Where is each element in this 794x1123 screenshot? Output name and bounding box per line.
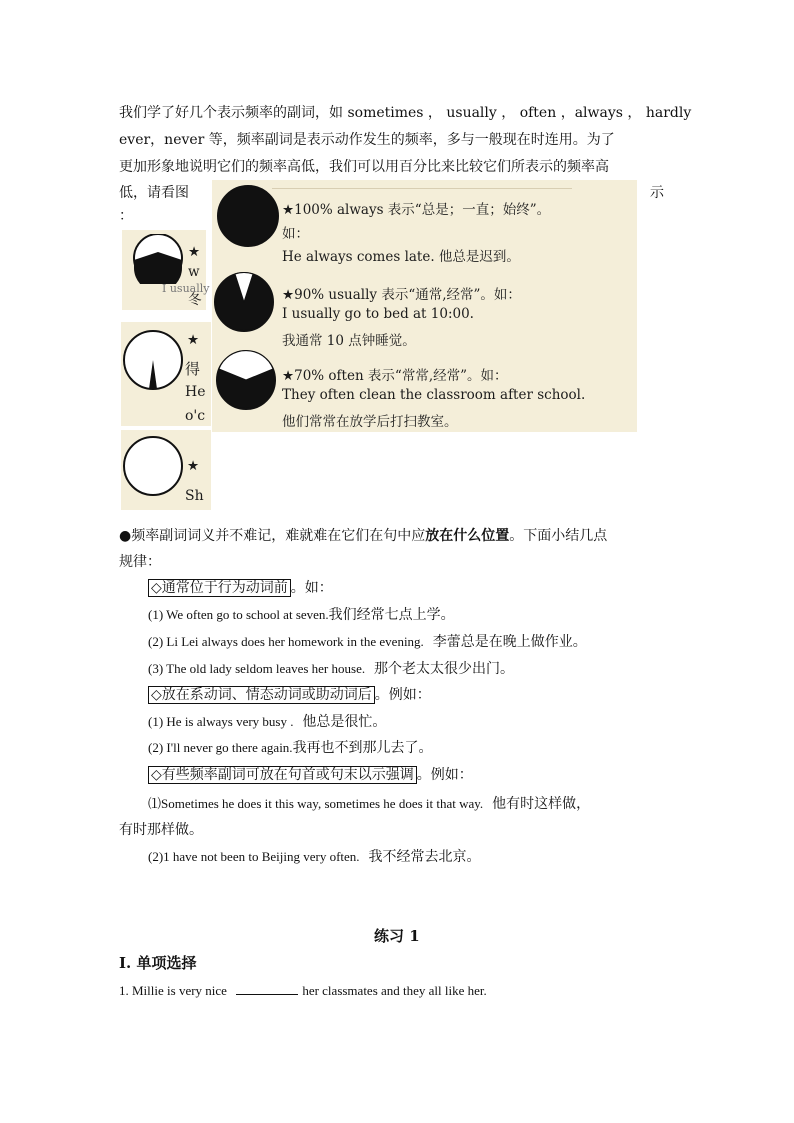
rule-3-example-1-cont: 有时那样做。 — [119, 822, 203, 838]
pie-70-icon — [214, 348, 278, 412]
rules-heading-bold: 放在什么位置 — [425, 528, 510, 544]
never-fragment: Sh — [185, 488, 204, 504]
rule-2-box: ◇放在系动词、情态动词或助动词后 — [148, 686, 375, 704]
question-1-end: her classmates and they all like her. — [302, 983, 487, 998]
intro-line-4-start: 低，请看图 — [119, 185, 189, 201]
often-line-1: ★70% often 表示“常常,经常”。如： — [282, 368, 508, 384]
exercise-title: 练习 1 — [374, 927, 420, 945]
pie-10-icon — [121, 328, 185, 392]
rules-heading-line-2: 规律： — [119, 554, 161, 570]
rules-heading — [119, 527, 607, 545]
seldom-fragment: o'c — [185, 408, 206, 424]
rules-heading-end: 。下面小结几点 — [509, 528, 608, 544]
answer-blank[interactable] — [236, 982, 298, 995]
example-zh: 李蕾总是在晚上做作业。 — [432, 634, 587, 650]
sometimes-fragment: I usually — [162, 282, 210, 295]
usually-line-3: 我通常 10 点钟睡觉。 — [282, 333, 416, 349]
example-zh: 我不经常去北京。 — [368, 849, 481, 865]
rule-2-after: 。例如： — [374, 687, 431, 703]
frequency-figure — [212, 180, 637, 432]
pie-50-icon — [126, 234, 186, 284]
always-line-2: 如： — [282, 226, 309, 242]
example-en: (3) The old lady seldom leaves her house. — [148, 661, 366, 676]
rule-1 — [148, 579, 333, 597]
rule-3 — [148, 766, 473, 784]
always-line-1: ★100% always 表示“总是；一直；始终”。 — [282, 202, 551, 218]
rule-1-example-1 — [148, 606, 455, 624]
rules-heading-start: ●频率副词词义并不难记，难就难在它们在句中应 — [119, 528, 426, 544]
seldom-fragment: 得 — [185, 360, 201, 378]
rule-3-box: ◇有些频率副词可放在句首或句末以示强调 — [148, 766, 417, 784]
example-zh: 他有时这样做， — [492, 796, 591, 812]
often-line-3: 他们常常在放学后打扫教室。 — [282, 414, 458, 430]
example-en: (2)1 have not been to Beijing very often. — [148, 849, 360, 864]
intro-line-4-end: 示 — [650, 185, 664, 201]
never-fragment: ★ — [187, 458, 200, 474]
example-zh: 那个老太太很少出门。 — [374, 661, 514, 677]
example-zh: 他总是很忙。 — [302, 714, 387, 730]
rule-1-example-3 — [148, 660, 514, 678]
intro-line-3: 更加形象地说明它们的频率高低，我们可以用百分比来比较它们所表示的频率高 — [119, 159, 609, 175]
rule-3-after: 。例如： — [416, 767, 473, 783]
seldom-fragment: He — [185, 384, 206, 400]
seldom-figure — [121, 322, 211, 426]
never-figure — [121, 430, 211, 510]
rule-1-box: ◇通常位于行为动词前 — [148, 579, 291, 597]
rule-1-after: 。如： — [290, 580, 333, 596]
example-en: (2) Li Lei always does her homework in the evening. — [148, 634, 424, 649]
sometimes-fragment: w — [188, 264, 200, 280]
sometimes-fragment: 冬 — [188, 292, 202, 308]
question-1-start: 1. Millie is very nice — [119, 983, 227, 998]
rule-2-example-1 — [148, 713, 386, 731]
seldom-fragment: ★ — [187, 332, 200, 348]
example-en: (2) I'll never go there again. — [148, 740, 293, 755]
rule-3-example-1 — [148, 795, 590, 813]
sometimes-fragment: ★ — [188, 244, 201, 260]
rule-2 — [148, 686, 431, 704]
pie-100-icon — [216, 184, 280, 248]
faded-line — [272, 188, 572, 189]
pie-0-icon — [121, 434, 185, 498]
intro-line-2: ever，never 等，频率副词是表示动作发生的频率，多与一般现在时连用。为了 — [119, 132, 615, 148]
rule-1-example-2 — [148, 633, 587, 651]
example-en: ⑴Sometimes he does it this way, sometimes he does it that way. — [148, 796, 484, 811]
often-line-2: They often clean the classroom after school. — [282, 387, 586, 403]
question-1 — [119, 982, 487, 1000]
pie-90-icon — [212, 270, 276, 334]
rule-3-example-2 — [148, 848, 480, 866]
example-zh: 我们经常七点上学。 — [328, 607, 455, 623]
intro-line-5: ： — [119, 208, 133, 224]
intro-line-1: 我们学了好几个表示频率的副词，如 sometimes ， usually ， often ，always ， hardly — [119, 105, 692, 121]
rule-2-example-2 — [148, 739, 433, 757]
example-zh: 我再也不到那儿去了。 — [292, 740, 433, 756]
exercise-section: I. 单项选择 — [119, 954, 197, 972]
usually-line-1: ★90% usually 表示“通常,经常”。如： — [282, 287, 521, 303]
sometimes-figure — [122, 230, 210, 310]
usually-line-2: I usually go to bed at 10:00. — [282, 306, 474, 322]
example-en: (1) We often go to school at seven. — [148, 607, 329, 622]
example-en: (1) He is always very busy . — [148, 714, 294, 729]
always-line-3: He always comes late. 他总是迟到。 — [282, 249, 520, 265]
